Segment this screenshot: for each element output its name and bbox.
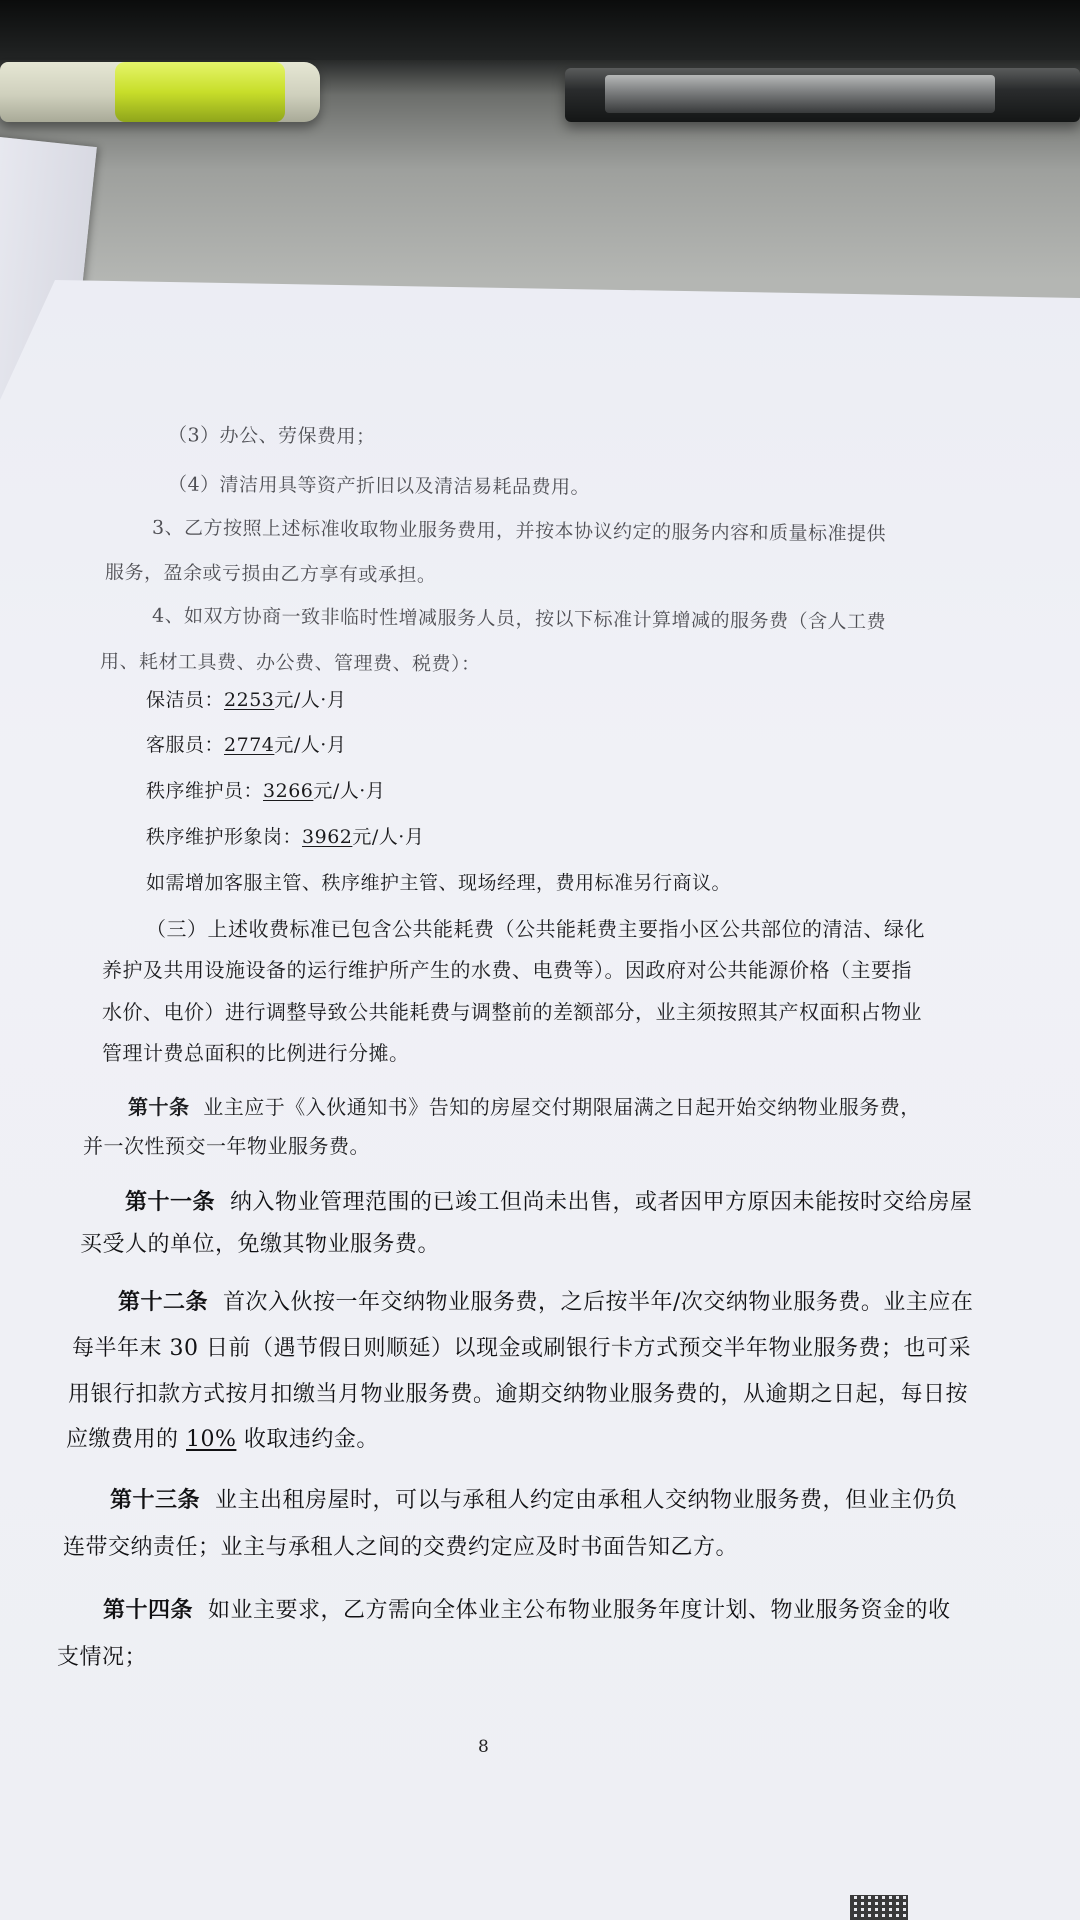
article-14 [103,1593,951,1624]
text-line: （4）清洁用具等资产折旧以及清洁易耗品费用。 [167,473,591,499]
text-line: 连带交纳责任；业主与承租人之间的交费约定应及时书面告知乙方。 [63,1535,739,1560]
article-text: 首次入伙按一年交纳物业服务费，之后按半年/次交纳物业服务费。业主应在 [223,1290,974,1315]
text-line: 支情况； [57,1645,148,1670]
fee-row-security-image [146,822,424,849]
article-heading: 第十三条 [110,1487,201,1513]
article-heading: 第十二条 [118,1289,209,1315]
article-text: 纳入物业管理范围的已竣工但尚未出售，或者因甲方原因未能按时交给房屋 [230,1190,973,1215]
article-heading: 第十四条 [103,1597,194,1623]
text-line: （3）办公、劳保费用； [167,424,376,448]
text-line: （三）上述收费标准已包含公共能耗费（公共能耗费主要指小区公共部位的清洁、绿化 [146,917,925,941]
text-line-penalty [66,1422,379,1453]
fee-row-cleaner [146,685,346,712]
article-text: 业主出租房屋时，可以与承租人约定由承租人交纳物业服务费，但业主仍负 [215,1488,958,1513]
fee-label: 秩序维护员： [146,780,264,802]
text-line: 3、乙方按照上述标准收取物业服务费用，并按本协议约定的服务内容和质量标准提供 [151,516,887,546]
text-line: 养护及共用设施设备的运行维护所产生的水费、电费等）。因政府对公共能源价格（主要指 [102,958,912,982]
fee-unit: 元/人·月 [352,826,425,848]
fee-label: 秩序维护形象岗： [146,826,303,848]
fee-amount: 2774 [224,734,275,756]
fee-unit: 元/人·月 [274,734,347,756]
fee-amount: 3266 [263,780,314,802]
article-text: 如业主要求，乙方需向全体业主公布物业服务年度计划、物业服务资金的收 [208,1598,951,1623]
penalty-rate: 10% [186,1427,237,1452]
article-heading: 第十一条 [125,1189,216,1215]
penalty-suffix: 收取违约金。 [243,1427,379,1452]
text-line: 每半年末 30 日前（遇节假日则顺延）以现金或刷银行卡方式预交半年物业服务费；也可采 [72,1336,971,1361]
text-line: 4、如双方协商一致非临时性增减服务人员，按以下标准计算增减的服务费（含人工费 [151,604,887,634]
fee-unit: 元/人·月 [313,780,386,802]
text-line: 水价、电价）进行调整导致公共能耗费与调整前的差额部分，业主须按照其产权面积占物业 [102,1000,922,1024]
penalty-prefix: 应缴费用的 [66,1427,179,1452]
text-line: 买受人的单位，免缴其物业服务费。 [80,1232,441,1257]
fee-amount: 2253 [224,689,275,711]
article-10 [128,1091,921,1120]
qr-code [850,1895,908,1920]
desk-edge [0,0,1080,60]
article-11 [125,1185,973,1216]
fee-row-security [146,776,385,803]
pen-barrel [605,75,995,113]
page-number: 8 [478,1737,489,1757]
text-line: 用银行扣款方式按月扣缴当月物业服务费。逾期交纳物业服务费的，从逾期之日起，每日按 [68,1382,969,1407]
text-line: 管理计费总面积的比例进行分摊。 [102,1041,410,1065]
fee-amount: 3962 [302,826,353,848]
text-line: 并一次性预交一年物业服务费。 [83,1134,370,1158]
article-heading: 第十条 [128,1095,190,1119]
fee-unit: 元/人·月 [274,689,347,711]
fee-row-service [146,730,346,757]
text-line: 用、耗材工具费、办公费、管理费、税费）： [99,650,481,676]
fee-label: 保洁员： [146,689,225,711]
article-13 [110,1483,958,1514]
text-line: 如需增加客服主管、秩序维护主管、现场经理，费用标准另行商议。 [146,872,732,894]
text-line: 服务，盈余或亏损由乙方享有或承担。 [104,561,437,587]
fee-label: 客服员： [146,734,225,756]
highlighter-cap [115,62,285,122]
article-text: 业主应于《入伙通知书》告知的房屋交付期限届满之日起开始交纳物业服务费， [203,1095,921,1119]
article-12 [118,1285,973,1316]
